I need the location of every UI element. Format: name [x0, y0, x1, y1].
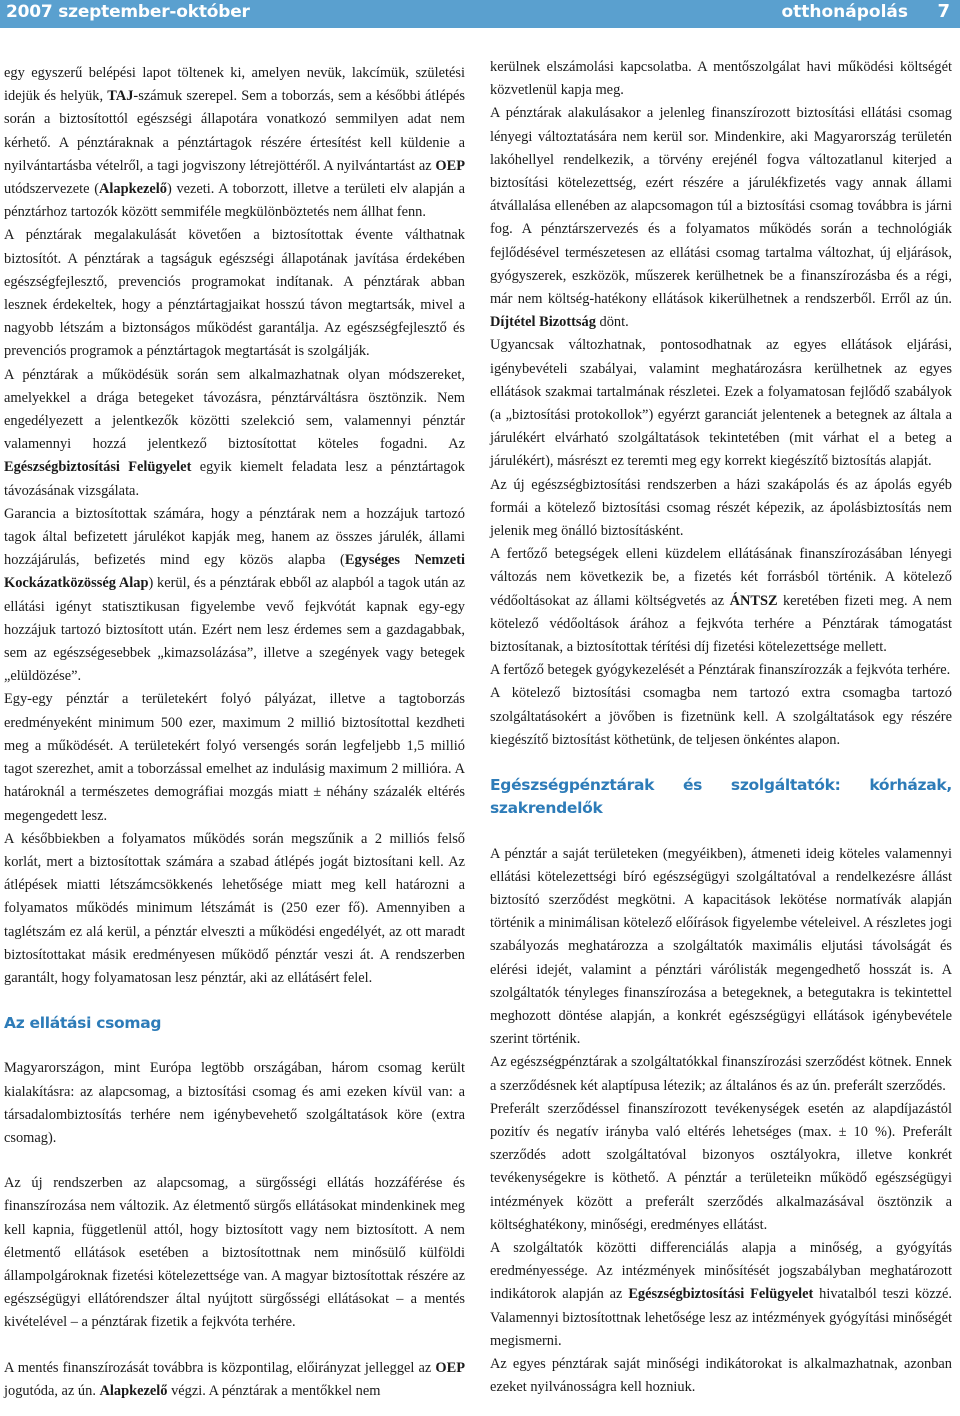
paragraph: Az új egészségbiztosítási rendszerben a házi szakápolás és az ápolás egyéb formái a kötelező biztosítási csomag részét képezik, az ápolásbiztosítás nem jelenik meg önálló biztosításként.	[490, 476, 952, 540]
section-heading: Egészségpénztárak és szolgáltatók: kórházak, szakrendelők	[490, 776, 952, 818]
section-title: otthonápolás	[781, 2, 908, 22]
paragraph: Az új rendszerben az alapcsomag, a sürgősségi ellátás hozzáférése és finanszírozása nem változik. Az életmentő sürgős ellátásokat mindenkinek meg kell kapnia, függetlenül attól, hogy biztosított vagy nem biztosított. A nem életmentő ellátások esetében a biztosítottnak nem minősülő külföldi állampolgároknak fizetési kötelezettsége van. A magyar biztosítottak részére az egészségügyi ellátórendszer által nyújtott sürgősségi ellátásokat – a mentés kivételével – a pénztárak fizetik a fejkvóta terhére.	[4, 1175, 465, 1331]
page-number: 7	[937, 1, 950, 22]
paragraph: Magyarországon, mint Európa legtöbb országában, három csomag került kialakításra: az alapcsomag, a biztosítási csomag és ami ezeken kívül van: a társadalombiztosítás terhére nem igénybevehető szolgáltatások köre (extra csomag).	[4, 1060, 465, 1146]
paragraph: Egy-egy pénztár a területekért folyó pályázat, illetve a tagtoborzás eredményeként minimum 500 ezer, maximum 2 millió biztosítottal kezdheti meg a működését. A területekért folyó versengés során legfeljebb 1,5 millió tagot szerezhet, amit a toborzással emelhet az indulásig maximum 2 millióra. A határoknál a természetes demográfiai mozgás miatt ± néhány százalék eltérés megengedett lesz.	[4, 691, 465, 824]
paragraph: A fertőző betegségek elleni küzdelem ellátásának finanszírozásában lényegi változás nem következik be, a fizetés két forrásból történik. A kötelező védőoltásokat az állami költségvetés az ÁNTSZ keretében fizeti meg. A nem kötelező védőoltások árához a fejkvóta terhére a Pénztárak támogatást biztosítanak, a biztosítottak térítési díj fizetési kötelezettsége mellett.	[490, 546, 952, 656]
paragraph: A kötelező biztosítási csomagba nem tartozó extra csomagba tartozó szolgáltatásokért a jövőben is fizetnünk kell. A szolgáltatások egy részére kiegészítő biztosítást köthetünk, de teljesen önkéntes alapon.	[490, 685, 952, 748]
paragraph: A pénztárak a működésük során sem alkalmazhatnak olyan módszereket, amelyekkel a drága betegeket távozásra, pénztárváltásra ösztönzik. Nem engedélyezett a jelentkezők közötti szelekció sem, valamennyi pénztár valamennyi hozzá jelentkező biztosítottat köteles fogadni. Az Egészségbiztosítási Felügyelet egyik kiemelt feladata lesz a pénztártagok távozásának vizsgálata.	[4, 366, 465, 499]
paragraph: Garancia a biztosítottak számára, hogy a pénztárak nem a hozzájuk tartozó tagok által befizetett járulékot kapják meg, hanem az összes járulék, állami hozzájárulás, befizetés mind egy közös alapba (Egységes Nemzeti Kockázatközösség Alap) kerül, és a pénztárak ebből az alapból a tagok után az ellátási igényt statisztikusan figyelembe vevő fejkvótát kapnak egy-egy hozzájuk tartozó biztosított után. Ezért nem lesz érdemes sem a gazdagabbak, sem az egészségesebbek „kimazsolázása”, illetve a szegények vagy betegek „elüldözése”.	[4, 505, 465, 685]
paragraph: A pénztár a saját területeken (megyéikben), átmeneti ideig köteles valamennyi ellátási kötelezettségi bíró egészségügyi szolgáltatóval a rendelkezésre állást biztosító szerződést megkötni. A kapacitások lekötése normatívák alapján történik a minimálisan kötelező előírások figyelembe vételeivel. A részletes jogi szabályozás meghatározza a szolgáltatók maximális eljutási távolságát és elérési idejét, valamint a pénztári várólisták megengedhető hosszát is. A szolgáltatók tényleges finanszírozása a betegeknek, a betegutakra is tekintettel meghozott döntése alapján, a konkrét egészségügyi ellátások igénybevétele szerint történik.	[490, 845, 952, 1048]
paragraph: Az egyes pénztárak saját minőségi indikátorokat is alkalmazhatnak, azonban ezeket nyilvánosságra kell hozniuk.	[490, 1355, 952, 1396]
paragraph: Ugyancsak változhatnak, pontosodhatnak az egyes ellátások eljárási, igénybevételi szabályai, valamint meghatározásra kerülhetnek az egyes ellátások szakmai tartalmának részletei. Ezek a folyamatosan fejlődő szabályok (a „biztosítási protokollok”) egyérzt garanciát jelentenek a betegnek az általa a járulékért elvárható szolgáltatások tekintetében (mit várhat el a beteg a járulékért), másrészt ez teremti meg egy korrekt kiegészítő biztosítás alapját.	[490, 337, 952, 470]
issue-date: 2007 szeptember-október	[6, 2, 250, 22]
section-heading: Az ellátási csomag	[4, 1014, 162, 1033]
paragraph: egy egyszerű belépési lapot töltenek ki, amelyen nevük, lakcímük, születési idejük és helyük, TAJ-számuk szerepel. Sem a toborzás, sem a későbbi átlépés során a biztosítottól egészségi állapotára vonatkozó semmilyen adat nem kérhető. A pénztáraknak a pénztártagok részére értesítést kell küldenie a nyilvántartásba vételről, a tagi jogviszony létrejöttéről. A nyilvántartást az OEP utódszervezete (Alapkezelő) vezeti. A toborzott, illetve a területi elv alapján a pénztárhoz tartozók között semmiféle megkülönböztetés nem állhat fenn.	[4, 65, 466, 221]
paragraph: Preferált szerződéssel finanszírozott tevékenységek esetén az alapdíjazástól pozitív és negatív irányba való eltérés lehetséges (max. ± 10 %). Preferált szerződés adott szolgáltatóval bizonyos osztályokra, illetve konkrét tevékenységekre is köthető. A pénztár a területeikn működő egészségügyi intézmények között a preferált szerződés alkalmazásával ösztönzik a költséghatékony, minőségi, eredményes ellátást.	[490, 1100, 952, 1233]
paragraph: A szolgáltatók közötti differenciálás alapja a minőség, a gyógyítás eredményessége. Az intézmények minősítését jogszabályban meghatározott indikátorok alapján az Egészségbiztosítási Felügyelet hivatalból teszi közzé. Valamennyi biztosítottnak lehetősége lesz az intézmények gyógyítási minőségét megismerni.	[490, 1239, 952, 1349]
paragraph: A későbbiekben a folyamatos működés során megszűnik a 2 milliós felső korlát, mert a biztosítottak számára a szabad átlépés jogát biztosítani kell. Az átlépések miatti létszámcsökkenés lehetősége miatt meg kell határozni a folyamatos működés minimum létszámát is (250 ezer fő). Amennyiben a taglétszám ez alá kerül, a pénztár elveszti a működési engedélyét, az ott maradt biztosítottakat másik eredményesen működő pénztár veszi át. A rendszerben garantált, hogy folyamatosan lesz pénztár, aki az ellátásért felel.	[4, 830, 465, 986]
paragraph: kerülnek elszámolási kapcsolatba. A mentőszolgálat havi működési költségét közvetlenül kapja meg.	[490, 59, 952, 99]
paragraph: A pénztárak alakulásakor a jelenleg finanszírozott biztosítási ellátási csomag lényegi változtatására nem kerül sor. Mindenkire, aki Magyarország területén lakóhellyel rendelkezik, a törvény erejénél fogva változatlanul kiterjed a biztosítási kötelezettség, ezért részére a járulékfizetés vagy annak állami átvállalása ellenében az alapcsomagon túl a biztosítási csomag továbbra is járni fog. A pénztárszervezés és a folyamatos működés során a technológiák fejlődésével természetesen az ellátási csomag tartalma változhat, új eljárások, gyógyszerek, eszközök, műszerek kerülhetnek be a finanszírozásba és a régi, már nem költség-hatékony ellátások kikerülhetnek a rendszerből. Erről az ún. Díjtétel Bizottság dönt.	[490, 105, 952, 331]
paragraph: A pénztárak megalakulását követően a biztosítottak évente válthatnak biztosítót. A pénztárak a tagságuk egészségi állapotának javítása érdekében egészségfejlesztő, prevenciós programokat indítanak. A pénztárak abban lesznek érdekeltek, hogy a pénztártagjaikat hosszú távon megtartsák, mivel a nagyobb létszám a biztonságos működést garantálja. Az egészségfejlesztő és prevenciós programok a pénztártagok megtartását is szolgálják.	[4, 227, 465, 360]
paragraph: A mentés finanszírozását továbbra is központilag, előirányzat jelleggel az OEP jogutóda, az ún. Alapkezelő végzi. A pénztárak a mentőkkel nem	[4, 1359, 465, 1399]
paragraph: A fertőző betegek gyógykezelését a Pénztárak finanszírozzák a fejkvóta terhére.	[490, 662, 951, 679]
left-column	[4, 62, 465, 1403]
page-header	[0, 0, 960, 28]
paragraph: Az egészségpénztárak a szolgáltatókkal finanszírozási szerződést kötnek. Ennek a szerződésnek két alaptípusa létezik; az általános és az ún. preferált szerződés.	[490, 1054, 952, 1094]
right-column	[490, 56, 952, 1399]
